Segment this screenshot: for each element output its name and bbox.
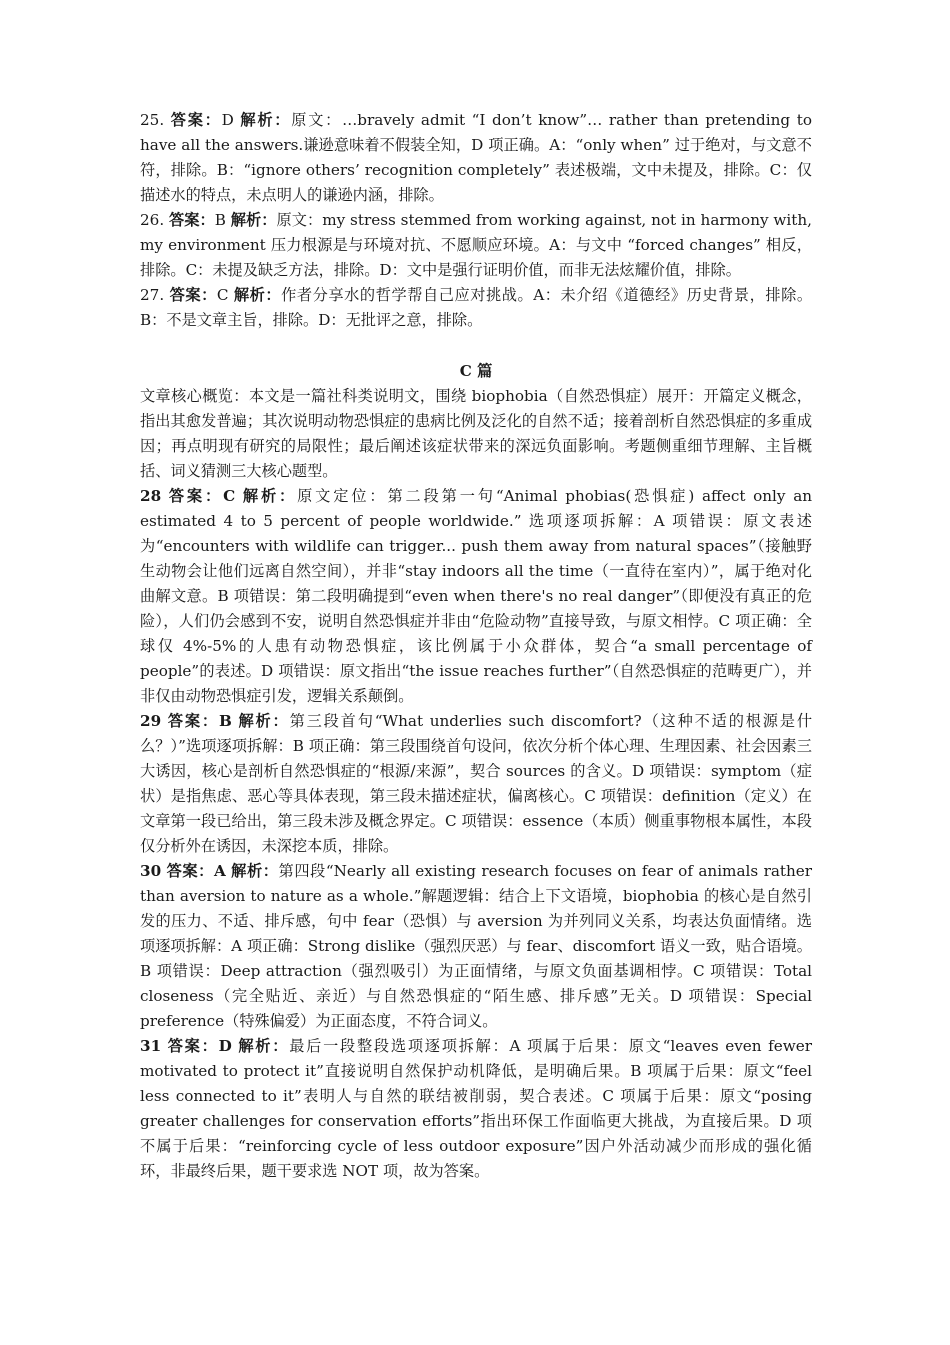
- analysis-text: 作者分享水的哲学帮自己应对挑战。A：未介绍《道德经》历史背景，排除。B：不是文章主旨，排除。D：无批评之意，排除。: [140, 286, 813, 329]
- answer-31: [140, 1034, 812, 1184]
- answer-26: [140, 208, 812, 283]
- answer-label: 答案：: [169, 211, 215, 229]
- question-number: 26.: [140, 211, 165, 229]
- question-number: 28: [140, 487, 162, 505]
- analysis-text: 第三段首句“What underlies such discomfort?（这种不适的根源是什么？）”选项逐项拆解：B 项正确：第三段围绕首句设问，依次分析个体心理、生理因素、社会因素三大诱因，核心是剖析自然恐惧症的“根源/来源”，契合 sources 的含义。D 项错误：symptom（症状）是指焦虑、恶心等具体表现，第三段未描述症状，偏离核心。C 项错误：definition（定义）在文章第一段已给出，第三段未涉及概念界定。C 项错误：essence（本质）侧重事物根本属性，本段仅分析外在诱因，未深挖本质，排除。: [140, 712, 813, 855]
- section-c-overview: 文章核心概览：本文是一篇社科类说明文，围绕 biophobia（自然恐惧症）展开：开篇定义概念，指出其愈发普遍；其次说明动物恐惧症的患病比例及泛化的自然不适；接着剖析自然恐惧症的多重成因；再点明现有研究的局限性；最后阐述该症状带来的深远负面影响。考题侧重细节理解、主旨概括、词义猜测三大核心题型。: [140, 387, 812, 480]
- answer-label: 答案：: [170, 111, 222, 129]
- answer-27: [140, 283, 812, 333]
- question-number: 31: [140, 1037, 162, 1055]
- analysis-label: 解析：: [238, 712, 290, 730]
- question-number: 27.: [140, 286, 165, 304]
- question-number: 30: [140, 862, 162, 880]
- answer-label: 答案：: [168, 487, 224, 505]
- section-c-title: C 篇: [459, 362, 493, 380]
- answer-choice: C: [216, 286, 229, 304]
- answer-30: [140, 859, 812, 1034]
- answer-choice: A: [213, 862, 226, 880]
- answer-28: [140, 484, 812, 709]
- analysis-label: 解析：: [230, 211, 277, 229]
- answer-label: 答案：: [166, 862, 214, 880]
- question-number: 29: [140, 712, 162, 730]
- analysis-label: 解析：: [238, 1037, 290, 1055]
- question-number: 25.: [140, 111, 165, 129]
- answer-label: 答案：: [167, 712, 219, 730]
- answer-choice: D: [218, 1037, 232, 1055]
- answer-25: [140, 108, 812, 208]
- analysis-label: 解析：: [242, 487, 298, 505]
- analysis-label: 解析：: [240, 111, 292, 129]
- analysis-text: 第四段“Nearly all existing research focuses on fear of animals rather than aversion to nature as a whole.”解题逻辑：结合上下文语境，biophobia 的核心是自然引发的压力、不适、排斥感，句中 fear（恐惧）与 aversion 为并列同义关系，均表达负面情绪。选项逐项拆解：A 项正确：Strong dislike（强烈厌恶）与 fear、discomfort 语义一致，贴合语境。B 项错误：Deep attraction（强烈吸引）为正面情绪，与原文负面基调相悖。C 项错误：Total closeness（完全贴近、亲近）与自然恐惧症的“陌生感、排斥感”无关。D 项错误：Special preference（特殊偏爱）为正面态度，不符合词义。: [140, 862, 813, 1030]
- answer-29: [140, 709, 812, 859]
- analysis-label: 解析：: [231, 862, 279, 880]
- answer-choice: B: [214, 211, 226, 229]
- analysis-text: 最后一段整段选项逐项拆解：A 项属于后果：原文“leaves even fewer motivated to protect it”直接说明自然保护动机降低，是明确后果。B 项属于后果：原文“feel less connected to it”表明人与自然的联结被削弱，契合表述。C 项属于后果：原文“posing greater challenges for conservation efforts”指出环保工作面临更大挑战，为直接后果。D 项不属于后果：“reinforcing cycle of less outdoor exposure”因户外活动减少而形成的强化循环，非最终后果，题干要求选 NOT 项，故为答案。: [140, 1037, 813, 1180]
- answer-label: 答案：: [167, 1037, 219, 1055]
- analysis-text: 原文：…bravely admit “I don’t know”… rather than pretending to have all the answers.谦逊意味着不假装全知，D 项正确。A：“only when” 过于绝对，与文意不符，排除。B：“ignore others’ recognition completely” 表述极端，文中未提及，排除。C：仅描述水的特点，未点明人的谦逊内涵，排除。: [140, 111, 812, 204]
- answer-choice: C: [223, 487, 236, 505]
- answer-choice: D: [221, 111, 234, 129]
- analysis-text: 原文：my stress stemmed from working against, not in harmony with, my environment 压力根源是与环境对抗、不愿顺应环境。A：与文中 “forced changes” 相反，排除。C：未提及缺乏方法，排除。D：文中是强行证明价值，而非无法炫耀价值，排除。: [140, 211, 812, 279]
- answer-label: 答案：: [169, 286, 217, 304]
- analysis-text: 原文定位：第二段第一句“Animal phobias(恐惧症) affect only an estimated 4 to 5 percent of people worldwide.” 选项逐项拆解：A 项错误：原文表述为“encounters with wildlife can trigger... push them away from natural spaces”（接触野生动物会让他们远离自然空间），并非“stay indoors all the time（一直待在室内）”，属于绝对化曲解文意。B 项错误：第二段明确提到“even when there's no real danger”（即便没有真正的危险），人们仍会感到不安，说明自然恐惧症并非由“危险动物”直接导致，与原文相悖。C 项正确：全球仅 4%-5%的人患有动物恐惧症，该比例属于小众群体，契合“a small percentage of people”的表述。D 项错误：原文指出“the issue reaches further”（自然恐惧症的范畴更广），并非仅由动物恐惧症引发，逻辑关系颠倒。: [140, 487, 813, 705]
- document-page: [140, 108, 812, 1184]
- answer-choice: B: [218, 712, 232, 730]
- analysis-label: 解析：: [233, 286, 282, 304]
